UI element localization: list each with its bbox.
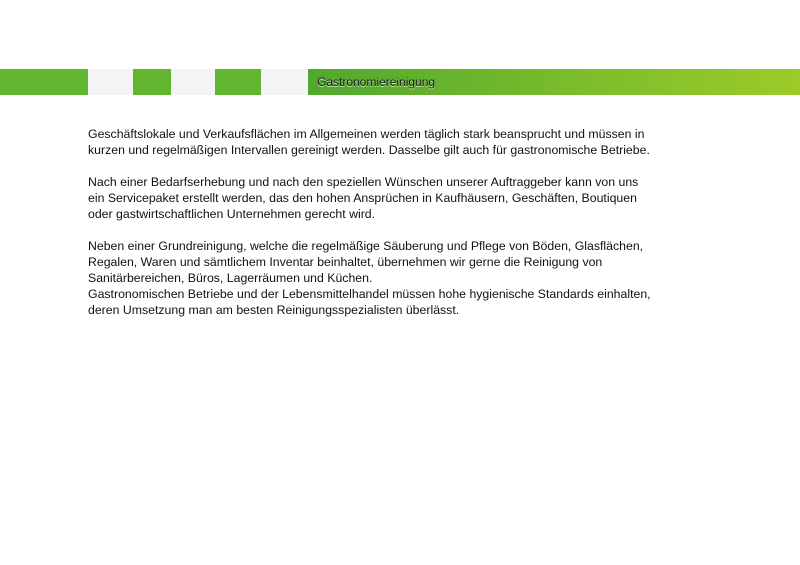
text-line: ein Servicepaket erstellt werden, das den hohen Ansprüchen in Kaufhäusern, Geschäften, Boutiquen [88, 191, 637, 205]
header-light-block [171, 69, 215, 95]
header-green-block [133, 69, 171, 95]
text-line: Neben einer Grundreinigung, welche die regelmäßige Säuberung und Pflege von Böden, Glasflächen, [88, 239, 644, 253]
title-band [308, 69, 800, 95]
paragraph-service-package [88, 174, 713, 222]
paragraph-intro [88, 126, 713, 158]
header-light-block [261, 69, 308, 95]
text-line: Regalen, Waren und sämtlichem Inventar beinhaltet, übernehmen wir gerne die Reinigung von [88, 255, 603, 269]
text-line: Gastronomischen Betriebe und der Lebensmittelhandel müssen hohe hygienische Standards einhalten, [88, 287, 651, 301]
content-area [88, 126, 713, 334]
text-line: deren Umsetzung man am besten Reinigungsspezialisten überlässt. [88, 303, 460, 317]
header-green-block [0, 69, 88, 95]
header-green-block [215, 69, 261, 95]
text-line: Nach einer Bedarfserhebung und nach den speziellen Wünschen unserer Auftraggeber kann von uns [88, 175, 639, 189]
paragraph-basic-cleaning [88, 238, 713, 318]
header-bar [0, 69, 800, 95]
text-line: oder gastwirtschaftlichen Unternehmen gerecht wird. [88, 207, 376, 221]
text-line: Sanitärbereichen, Büros, Lagerräumen und Küchen. [88, 271, 373, 285]
header-light-block [88, 69, 133, 95]
text-line: Geschäftslokale und Verkaufsflächen im Allgemeinen werden täglich stark beansprucht und müssen in [88, 127, 645, 141]
text-line: kurzen und regelmäßigen Intervallen gereinigt werden. Dasselbe gilt auch für gastronomische Betriebe. [88, 143, 650, 157]
page-title: Gastronomiereinigung [317, 75, 436, 89]
